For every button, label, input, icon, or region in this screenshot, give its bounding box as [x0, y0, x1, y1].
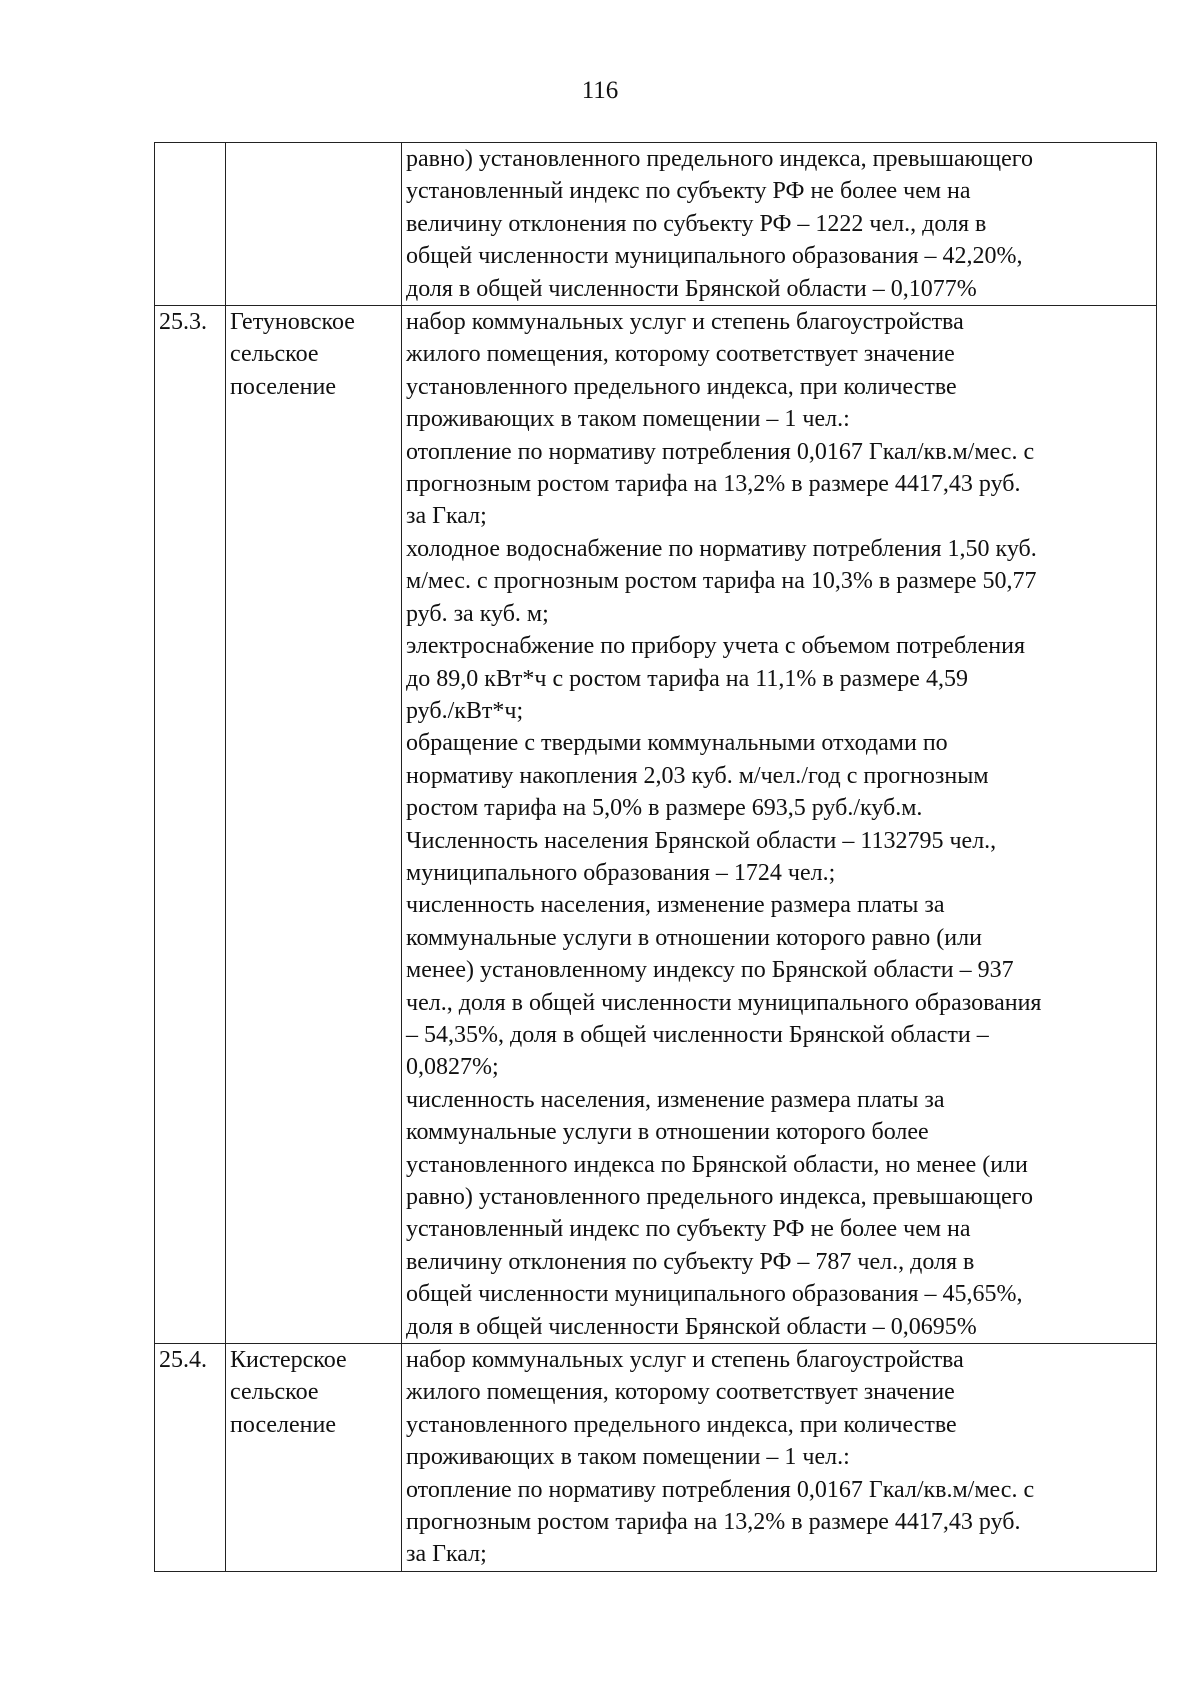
- description-line: чел., доля в общей численности муниципального образования: [406, 989, 1042, 1016]
- description-line: установленный индекс по субъекту РФ не более чем на: [406, 178, 971, 205]
- description-line: общей численности муниципального образования – 45,65%,: [406, 1281, 1023, 1308]
- description-line: установленного индекса по Брянской области, но менее (или: [406, 1151, 1028, 1178]
- description-line: равно) установленного предельного индекса, превышающего: [406, 1184, 1033, 1210]
- description-line: проживающих в таком помещении – 1 чел.:: [406, 1444, 850, 1471]
- description-line: жилого помещения, которому соответствует значение: [406, 1379, 955, 1406]
- description-line: отопление по нормативу потребления 0,0167 Гкал/кв.м/мес. с: [406, 438, 1035, 465]
- table-row: [155, 1344, 1157, 1572]
- description-line: численность населения, изменение размера платы за: [406, 892, 945, 919]
- row-number: 25.4.: [159, 1347, 207, 1374]
- description-line: жилого помещения, которому соответствует значение: [406, 341, 955, 368]
- description-line: доля в общей численности Брянской области – 0,0695%: [406, 1313, 977, 1340]
- table-body: [155, 143, 1157, 1572]
- settlement-name-line: Кистерское: [230, 1347, 347, 1374]
- tariff-table: [154, 142, 1157, 1572]
- description-line: нормативу накопления 2,03 куб. м/чел./год с прогнозным: [406, 762, 989, 789]
- settlement-name-cell: [226, 1344, 402, 1572]
- description-line: отопление по нормативу потребления 0,0167 Гкал/кв.м/мес. с: [406, 1476, 1035, 1503]
- description-line: установленного предельного индекса, при количестве: [406, 1411, 957, 1438]
- description-cell: [402, 143, 1157, 306]
- row-number-cell: [155, 143, 226, 306]
- description-line: м/мес. с прогнозным ростом тарифа на 10,3% в размере 50,77: [406, 568, 1037, 595]
- description-line: за Гкал;: [406, 1541, 487, 1568]
- description-line: руб./кВт*ч;: [406, 697, 524, 724]
- settlement-name-line: поселение: [230, 373, 337, 400]
- description-line: набор коммунальных услуг и степень благоустройства: [406, 1347, 964, 1374]
- description-cell: [402, 306, 1157, 1344]
- settlement-name-cell: [226, 306, 402, 1344]
- description-line: – 54,35%, доля в общей численности Брянской области –: [406, 1021, 989, 1048]
- description-line: муниципального образования – 1724 чел.;: [406, 859, 836, 886]
- description-line: ростом тарифа на 5,0% в размере 693,5 руб./куб.м.: [406, 795, 923, 822]
- description-line: 0,0827%;: [406, 1054, 499, 1081]
- description-line: доля в общей численности Брянской области – 0,1077%: [406, 275, 977, 302]
- description-line: обращение с твердыми коммунальными отходами по: [406, 730, 948, 757]
- description-line: установленный индекс по субъекту РФ не более чем на: [406, 1216, 971, 1243]
- table-row: [155, 143, 1157, 306]
- description-line: прогнозным ростом тарифа на 13,2% в размере 4417,43 руб.: [406, 1509, 1021, 1536]
- row-number-cell: [155, 1344, 226, 1572]
- description-line: равно) установленного предельного индекса, превышающего: [406, 146, 1033, 172]
- settlement-name-line: сельское: [230, 1379, 319, 1406]
- description-line: прогнозным ростом тарифа на 13,2% в размере 4417,43 руб.: [406, 471, 1021, 498]
- description-line: менее) установленному индексу по Брянской области – 937: [406, 957, 1014, 984]
- description-line: общей численности муниципального образования – 42,20%,: [406, 243, 1023, 270]
- description-line: за Гкал;: [406, 503, 487, 530]
- description-line: электроснабжение по прибору учета с объемом потребления: [406, 633, 1025, 660]
- description-line: коммунальные услуги в отношении которого более: [406, 1119, 929, 1146]
- row-number: 25.3.: [159, 309, 207, 336]
- description-line: численность населения, изменение размера платы за: [406, 1086, 945, 1113]
- row-number-cell: [155, 306, 226, 1344]
- settlement-name-line: поселение: [230, 1411, 337, 1438]
- page-number: 116: [581, 77, 619, 104]
- settlement-name-line: Гетуновское: [230, 309, 355, 336]
- description-line: установленного предельного индекса, при количестве: [406, 373, 957, 400]
- description-line: руб. за куб. м;: [406, 600, 549, 627]
- table-row: [155, 306, 1157, 1344]
- description-line: величину отклонения по субъекту РФ – 787 чел., доля в: [406, 1248, 975, 1275]
- description-line: холодное водоснабжение по нормативу потребления 1,50 куб.: [406, 535, 1037, 562]
- settlement-name-cell: [226, 143, 402, 306]
- settlement-name-line: сельское: [230, 341, 319, 368]
- description-line: Численность населения Брянской области – 1132795 чел.,: [406, 827, 997, 854]
- description-line: проживающих в таком помещении – 1 чел.:: [406, 406, 850, 433]
- description-line: до 89,0 кВт*ч с ростом тарифа на 11,1% в размере 4,59: [406, 665, 968, 692]
- description-cell: [402, 1344, 1157, 1572]
- description-line: величину отклонения по субъекту РФ – 1222 чел., доля в: [406, 210, 987, 237]
- description-line: набор коммунальных услуг и степень благоустройства: [406, 309, 964, 336]
- description-line: коммунальные услуги в отношении которого равно (или: [406, 924, 982, 951]
